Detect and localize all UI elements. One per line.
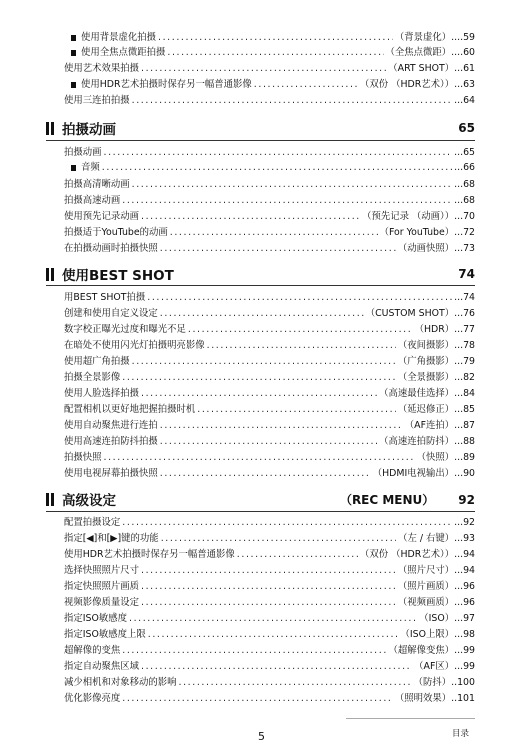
entry-tail: （For YouTube） [379,227,455,238]
toc-entry[interactable] [64,450,475,464]
entry-label: 创建和使用自定义设定 [64,308,158,319]
entry-label: 减少相机和对象移动的影响 [64,677,177,688]
entry-tail: （照片尺寸） [397,565,455,576]
dot-leader [141,211,360,223]
toc-entry[interactable] [64,579,475,593]
entry-page: ...68 [454,179,475,190]
entry-page: ...96 [454,597,475,608]
dot-leader [122,693,393,705]
entry-label: 使用全焦点微距拍摄 [81,47,166,58]
entry-page: ..100 [451,677,475,688]
toc-entry[interactable] [64,402,475,416]
entry-page: ...72 [454,227,475,238]
dot-leader [141,661,412,673]
dot-leader [122,372,396,384]
entry-tail: （视频画质） [397,597,455,608]
dot-leader [147,292,452,304]
entry-label: 数字校正曝光过度和曝光不足 [64,324,186,335]
toc-entry[interactable] [64,386,475,400]
toc-footer-label[interactable]: 目录 [452,729,470,739]
entry-page: ...99 [454,645,475,656]
entry-label: 在暗处不使用闪光灯拍摄明亮影像 [64,340,205,351]
dot-leader [148,629,399,641]
section-heading-movie [46,119,475,137]
entry-page: ...70 [454,211,475,222]
dot-leader [122,517,452,529]
toc-entry[interactable] [64,691,475,705]
entry-label: 使用预先记录动画 [64,211,140,222]
entry-page: ...93 [454,533,475,544]
entry-label: 使用三连拍拍摄 [64,95,130,106]
entry-tail: （快照） [416,452,455,463]
entry-page: ...94 [454,565,475,576]
section-title: 拍摄动画 [62,122,116,138]
dot-leader [254,79,358,91]
dot-leader [158,32,393,44]
entry-page: ...82 [454,372,475,383]
entry-page: ...96 [454,581,475,592]
dot-leader [141,63,386,75]
dot-leader [129,613,417,625]
section-page: 65 [458,121,475,135]
toc-entry[interactable] [64,563,475,577]
toc-entry[interactable] [64,322,475,336]
entry-label: 优化影像亮度 [64,693,121,704]
entry-tail: （ART SHOT） [388,63,455,74]
dot-leader [237,549,358,561]
entry-label: 指定ISO敏感度上限 [64,629,146,640]
entry-page: ...97 [454,613,475,624]
entry-label: 音频 [81,162,100,173]
toc-entry[interactable] [71,45,475,59]
entry-label: 使用艺术效果拍摄 [64,63,140,74]
entry-page: ...64 [454,95,475,106]
bullet-icon [71,35,76,41]
toc-entry[interactable] [64,627,475,641]
entry-page: ...63 [454,79,475,90]
toc-entry[interactable] [64,225,475,239]
entry-label: 拍摄高速动画 [64,195,121,206]
dot-leader [122,645,386,657]
entry-label: 使用HDR艺术拍摄时保存另一幅普通影像 [81,79,252,90]
entry-tail: （CUSTOM SHOT） [365,308,455,319]
toc-entry[interactable] [64,515,475,529]
entry-label: 使用电视屏幕拍摄快照 [64,468,158,479]
entry-tail: （超解像变焦） [388,645,455,656]
toc-entry[interactable] [64,643,475,657]
entry-tail: （双份 （HDR艺术）） [360,79,455,90]
entry-label: 拍摄适于YouTube的动画 [64,227,168,238]
entry-tail: （高速最佳选择） [379,388,455,399]
toc-entry[interactable] [64,531,475,545]
dot-leader [160,243,396,255]
entry-label: 在拍摄动画时拍摄快照 [64,243,158,254]
entry-label: 使用背景虚化拍摄 [81,32,157,43]
entry-label: 使用人脸选择拍摄 [64,388,140,399]
entry-tail: （AF区） [414,661,455,672]
dot-leader [179,677,412,689]
section-menu-tag: （REC MENU） [339,492,435,507]
section-title: 使用BEST SHOT [62,268,174,284]
toc-entry[interactable] [64,290,475,304]
entry-page: ...87 [454,420,475,431]
toc-entry[interactable] [64,434,475,448]
entry-label: 拍摄高清晰动画 [64,179,130,190]
entry-page: ...88 [454,436,475,447]
entry-tail: （广角摄影） [397,356,455,367]
toc-entry[interactable] [64,338,475,352]
toc-entry[interactable] [64,177,475,191]
toc-entry[interactable] [64,306,475,320]
bullet-icon [71,165,76,171]
entry-page: ...78 [454,340,475,351]
entry-label: 超解像的变焦 [64,645,121,656]
entry-tail: （双份 （HDR艺术）） [360,549,455,560]
entry-tail: （照明效果） [394,693,452,704]
dot-leader [132,95,452,107]
entry-tail: （照片画质） [397,581,455,592]
entry-label: 指定快照照片画质 [64,581,140,592]
section-divider [46,140,475,141]
dot-leader [197,404,396,416]
toc-entry[interactable] [64,193,475,207]
dot-leader [160,436,377,448]
entry-tail: （AF连拍） [404,420,455,431]
entry-page: ....60 [451,47,475,58]
entry-page: ...66 [454,162,475,173]
dot-leader [160,420,403,432]
dot-leader [132,356,396,368]
entry-label: 指定自动聚焦区域 [64,661,140,672]
entry-tail: （动画快照） [397,243,455,254]
entry-label: 视频影像质量设定 [64,597,140,608]
entry-page: ....59 [451,32,475,43]
entry-page: ...84 [454,388,475,399]
toc-entry[interactable] [71,160,475,174]
dot-leader [132,179,452,191]
toc-entry[interactable] [64,595,475,609]
dot-leader [170,227,378,239]
entry-label: 使用超广角拍摄 [64,356,130,367]
dot-leader [160,308,364,320]
toc-entry[interactable] [64,370,475,384]
entry-label: 拍摄全景影像 [64,372,121,383]
dot-leader [102,162,452,174]
toc-entry[interactable] [64,93,475,107]
page-number: 5 [258,730,265,743]
toc-entry[interactable] [64,659,475,673]
section-heading-advanced [46,490,475,508]
entry-page: ...68 [454,195,475,206]
dot-leader [141,388,377,400]
toc-entry[interactable] [64,547,475,561]
entry-page: ...74 [454,292,475,303]
entry-tail: （延迟修正） [397,404,455,415]
dot-leader [122,195,452,207]
entry-page: ..101 [451,693,475,704]
entry-label: 配置拍摄设定 [64,517,121,528]
entry-label: 配置相机以更好地把握拍摄时机 [64,404,196,415]
entry-page: ...99 [454,661,475,672]
toc-entry[interactable] [71,30,475,44]
entry-page: ...98 [454,629,475,640]
dot-leader [141,565,396,577]
entry-page: ...65 [454,147,475,158]
entry-label: 指定[◀]和[▶]键的功能 [64,533,159,544]
entry-page: ...79 [454,356,475,367]
entry-tail: （全景摄影） [397,372,455,383]
entry-tail: （预先记录 （动画）） [362,211,455,222]
entry-tail: （HDMI电视输出） [372,468,455,479]
section-divider [46,511,475,512]
dot-leader [167,47,383,59]
entry-page: ...73 [454,243,475,254]
entry-label: 拍摄快照 [64,452,102,463]
section-heading-best-shot [46,265,475,283]
entry-page: ...89 [454,452,475,463]
section-page: 74 [458,267,475,281]
entry-label: 选择快照照片尺寸 [64,565,140,576]
entry-page: ...76 [454,308,475,319]
entry-tail: （ISO） [419,613,455,624]
toc-entry[interactable] [71,77,475,91]
toc-entry[interactable] [64,418,475,432]
bullet-icon [71,82,76,88]
toc-entry[interactable] [64,354,475,368]
toc-entry[interactable] [64,611,475,625]
toc-entry[interactable] [64,209,475,223]
dot-leader [104,147,453,159]
dot-leader [160,468,371,480]
dot-leader [161,533,396,545]
dot-leader [141,597,396,609]
toc-entry[interactable] [64,675,475,689]
entry-label: 使用自动聚焦进行连拍 [64,420,158,431]
entry-tail: （左 / 右键） [398,533,455,544]
entry-page: ...92 [454,517,475,528]
entry-tail: （防抖） [413,677,452,688]
dot-leader [141,581,396,593]
toc-entry[interactable] [64,61,475,75]
section-title: 高级设定 [62,493,116,509]
section-divider [46,285,475,286]
dot-leader [104,452,415,464]
dot-leader [188,324,413,336]
entry-tail: （ISO上限） [400,629,455,640]
entry-page: ...90 [454,468,475,479]
toc-entry[interactable] [64,145,475,159]
section-page: 92 [458,492,475,507]
entry-page: ...77 [454,324,475,335]
entry-label: 拍摄动画 [64,147,102,158]
entry-label: 使用高速连拍防抖拍摄 [64,436,158,447]
entry-tail: （背景虚化） [394,32,452,43]
entry-label: 用BEST SHOT拍摄 [64,292,146,303]
dot-leader [207,340,396,352]
entry-tail: （夜间摄影） [397,340,455,351]
entry-label: 使用HDR艺术拍摄时保存另一幅普通影像 [64,549,235,560]
bullet-icon [71,50,76,56]
toc-entry[interactable] [64,466,475,480]
entry-tail: （HDR） [414,324,455,335]
entry-tail: （全焦点微距） [385,47,452,58]
toc-entry[interactable] [64,241,475,255]
entry-page: ...61 [454,63,475,74]
entry-page: ...85 [454,404,475,415]
entry-tail: （高速连拍防抖） [379,436,455,447]
entry-label: 指定ISO敏感度 [64,613,127,624]
footer-divider [346,718,475,719]
entry-page: ...94 [454,549,475,560]
